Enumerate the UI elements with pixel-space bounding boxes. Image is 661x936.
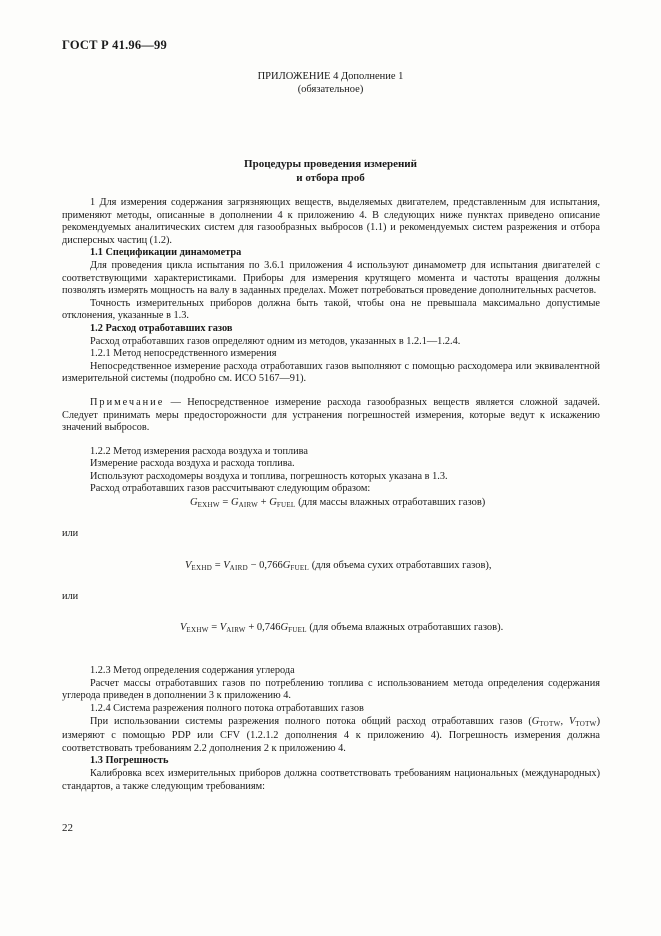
paragraph-1-2-2-a: Измерение расхода воздуха и расхода топлива. (90, 458, 295, 470)
heading-1-2-1: 1.2.1 Метод непосредственного измерения (90, 348, 277, 360)
page-number: 22 (62, 822, 73, 834)
heading-1-2: 1.2 Расход отработавших газов (90, 322, 233, 334)
or-word-1: или (62, 528, 79, 540)
section-title-line2: и отбора проб (296, 171, 365, 184)
heading-1-2-3: 1.2.3 Метод определения содержания углерода (90, 665, 295, 677)
note-text: — Непосредственное измерение расхода газообразных веществ является сложной задачей. Следует принимать меры предосторожности для устранения погрешностей измерения, которые ведут к искажению значений выбросов. (62, 396, 600, 434)
note-label: Примечание (90, 396, 165, 408)
or-word-2: или (62, 590, 79, 602)
heading-1-2-2: 1.2.2 Метод измерения расхода воздуха и топлива (90, 445, 308, 457)
document-body (62, 197, 600, 793)
paragraph-1-2: Расход отработавших газов определяют одним из методов, указанных в 1.2.1—1.2.4. (90, 335, 461, 347)
paragraph-1-2-2-c: Расход отработавших газов рассчитывают следующим образом: (90, 483, 371, 495)
paragraph-1-2-2-b: Используют расходомеры воздуха и топлива, погрешность которых указана в 1.3. (90, 470, 448, 482)
spacer (62, 637, 600, 665)
paragraph-1-1-b: Точность измерительных приборов должна быть такой, чтобы она не превышала максимально допустимые отклонения, указанные в 1.3. (62, 297, 600, 322)
appendix-title: ПРИЛОЖЕНИЕ 4 Дополнение 1 (257, 71, 404, 82)
standard-code: ГОСТ Р 41.96—99 (62, 38, 167, 52)
heading-1-2-4: 1.2.4 Система разрежения полного потока отработавших газов (90, 703, 364, 715)
formula-mass-wet: $G_{EXHW} = G_{AIRW} + G_{FUEL}$ (для массы влажных отработавших газов) (190, 497, 486, 510)
formula-volume-dry: $V_{EXHD} = V_{AIRD} - 0,766G_{FUEL}$ (для объема сухих отработавших газов), (185, 559, 492, 572)
heading-1-3: 1.3 Погрешность (90, 755, 169, 767)
paragraph-1-1-a: Для проведения цикла испытания по 3.6.1 приложения 4 используют динамометр для испытания двигателей с соответствующими характеристиками. Приборы для измерения крутящего момента и частоты вращения должны позволять измерять мощность на валу в заданных пределах. Может потребоваться проведение дополнительных расчетов. (62, 259, 600, 297)
paragraph-1: 1 Для измерения содержания загрязняющих веществ, выделяемых двигателем, представленным для испытания, применяют методы, описанные в дополнении 4 к приложению 4. В следующих ниже пунктах приведено описание рекомендуемых аналитических систем для газообразных выбросов (1.1) и рекомендуемых систем разрежения и отбора дисперсных частиц (1.2). (62, 197, 600, 246)
paragraph-1-2-4: При использовании системы разрежения полного потока общий расход отработавших газов ($G_{TOTW}$, $V_{TOTW}$) измеряют с помощью PDP или CFV (1.2.1.2 дополнения 4 к приложению 4). Погрешность измерения должна соответствовать требованиям 2.2 дополнения 2 к приложению 4. (62, 715, 600, 754)
appendix-heading (0, 70, 661, 96)
heading-1-1: 1.1 Спецификации динамометра (90, 247, 242, 259)
note-paragraph (62, 397, 600, 435)
section-title-line1: Процедуры проведения измерений (244, 158, 417, 170)
paragraph-1-2-3: Расчет массы отработавших газов по потреблению топлива с использованием метода определения содержания углерода приведен в дополнении 3 к приложению 4. (62, 677, 600, 702)
paragraph-1-3: Калибровка всех измерительных приборов должна соответствовать требованиям национальных (международных) стандартов, а также следующим требованиям: (62, 768, 600, 792)
appendix-status: (обязательное) (297, 84, 364, 95)
section-title (0, 158, 661, 185)
formula-volume-wet: $V_{EXHW} = V_{AIRW} + 0,746G_{FUEL}$ (для объема влажных отработавших газов). (180, 622, 504, 635)
paragraph-1-2-1: Непосредственное измерение расхода отработавших газов выполняют с помощью расходомера или эквивалентной измерительной системы (подробно см. ИСО 5167—91). (62, 360, 600, 385)
